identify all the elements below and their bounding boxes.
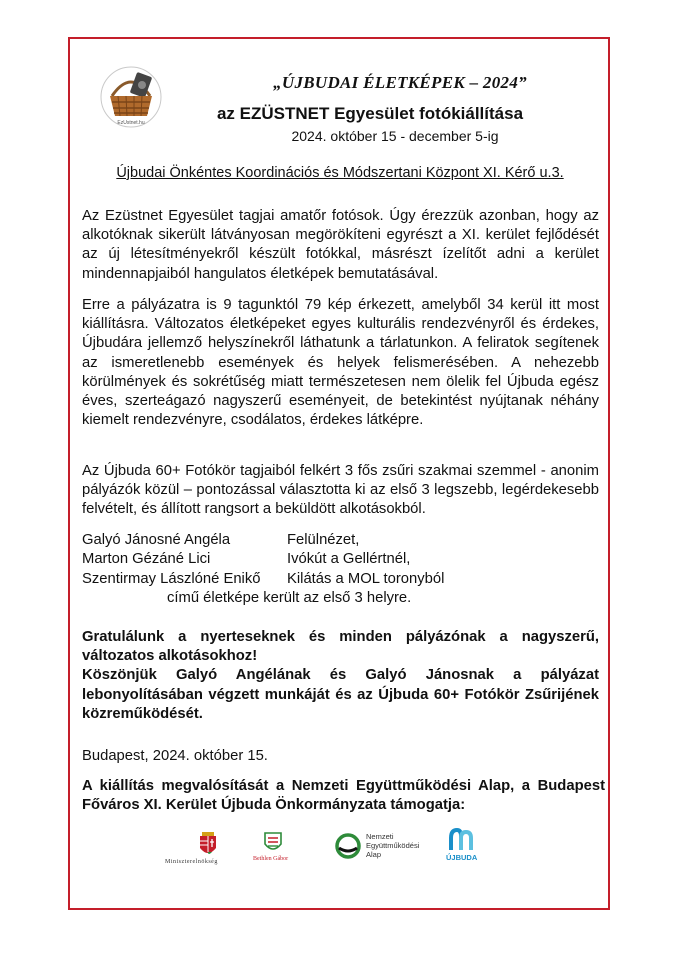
winner-work: Kilátás a MOL toronyból: [287, 571, 445, 587]
submissions-paragraph: Erre a pályázatra is 9 tagunktól 79 kép érkezett, amelyből 34 kerül itt most kiállításra. Változatos életképeket egyes kulturális rendezvényről és érdekes, Újbudára jellemző helyszínekről láthatunk a tárlatunkon. A feliratok segítenek az ismeretlenebb események és helyek felismerésében. A nehezebb körülmények és sokrétűség miatt természetesen nem ölelik fel Újbuda egész éves, szerteágazó nagyszerű eseményeit, de betekintést nyújtanak néhány kiemelt rendezvényre, csodálatos, érdekes látképre.: [82, 297, 599, 429]
date-line: Budapest, 2024. október 15.: [82, 748, 268, 764]
ujbuda-logo-icon: [448, 828, 474, 852]
svg-text:EzUstnet.hu: EzUstnet.hu: [117, 120, 145, 126]
page-title: „ÚJBUDAI ÉLETKÉPEK – 2024”: [273, 73, 527, 92]
logo-label: ÚJBUDA: [446, 853, 478, 862]
congratulations-text: [82, 628, 599, 724]
venue-address: Újbudai Önkéntes Koordinációs és Módszertani Központ XI. Kérő u.3.: [116, 165, 564, 181]
coat-of-arms-icon: [190, 830, 226, 860]
winner-work: Ivókút a Gellértnél,: [287, 551, 411, 567]
winner-name: Galyó Jánosné Angéla: [82, 532, 231, 548]
logo-label: Nemzeti: [366, 832, 394, 841]
bethlen-shield-icon: [262, 830, 284, 856]
logo-label: Alap: [366, 850, 382, 859]
winner-work: Felülnézet,: [287, 532, 360, 548]
winner-name: Szentirmay Lászlóné Enikő: [82, 571, 261, 587]
jury-paragraph: Az Újbuda 60+ Fotókör tagjaiból felkért 3 fős zsűri szakmai szemmel - anonim pályázók közül – pontozással választotta ki az első 3 legszebb, legérdekesebb felvételt, és állított rangsort a beküldött alkotásokból.: [82, 463, 599, 518]
logo-label: Miniszterelnökség: [165, 859, 218, 865]
congrats-line: Gratulálunk a nyerteseknek és minden pályázónak a nagyszerű, változatos alkotásokhoz!: [82, 629, 599, 665]
page-subtitle: az EZÜSTNET Egyesület fotókiállítása: [216, 104, 524, 123]
sponsor-logos: [0, 828, 680, 878]
intro-paragraph: Az Ezüstnet Egyesület tagjai amatőr fotósok. Úgy érezzük azonban, hogy az alkotóknak sikerült látványosan megörökíteni egyrészt a XI. kerület fejlődését az új létesítményekről készült fotókkal, másrészt ízelítőt adni a kerület mindennapjaiból hangulatos életképek bemutatásával.: [82, 208, 599, 282]
logo-label: Együttműködési: [366, 841, 420, 850]
nea-logo-icon: [334, 832, 362, 860]
thanks-line: Köszönjük Galyó Angélának és Galyó Jánosnak a pályázat lebonyolításában végzett munkáját és az Újbuda 60+ Fotókör Zsűrijének közreműködését.: [82, 667, 599, 722]
exhibition-dates: 2024. október 15 - december 5-ig: [291, 128, 499, 144]
logo-label: Bethlen Gábor: [253, 856, 289, 862]
winners-caption: című életképe került az első 3 helyre.: [167, 590, 412, 606]
winner-name: Marton Gézáné Lici: [82, 551, 211, 567]
support-statement: A kiállítás megvalósítását a Nemzeti Együttműködési Alap, a Budapest Főváros XI. Kerület Újbuda Önkormányzata támogatja:: [82, 778, 605, 814]
